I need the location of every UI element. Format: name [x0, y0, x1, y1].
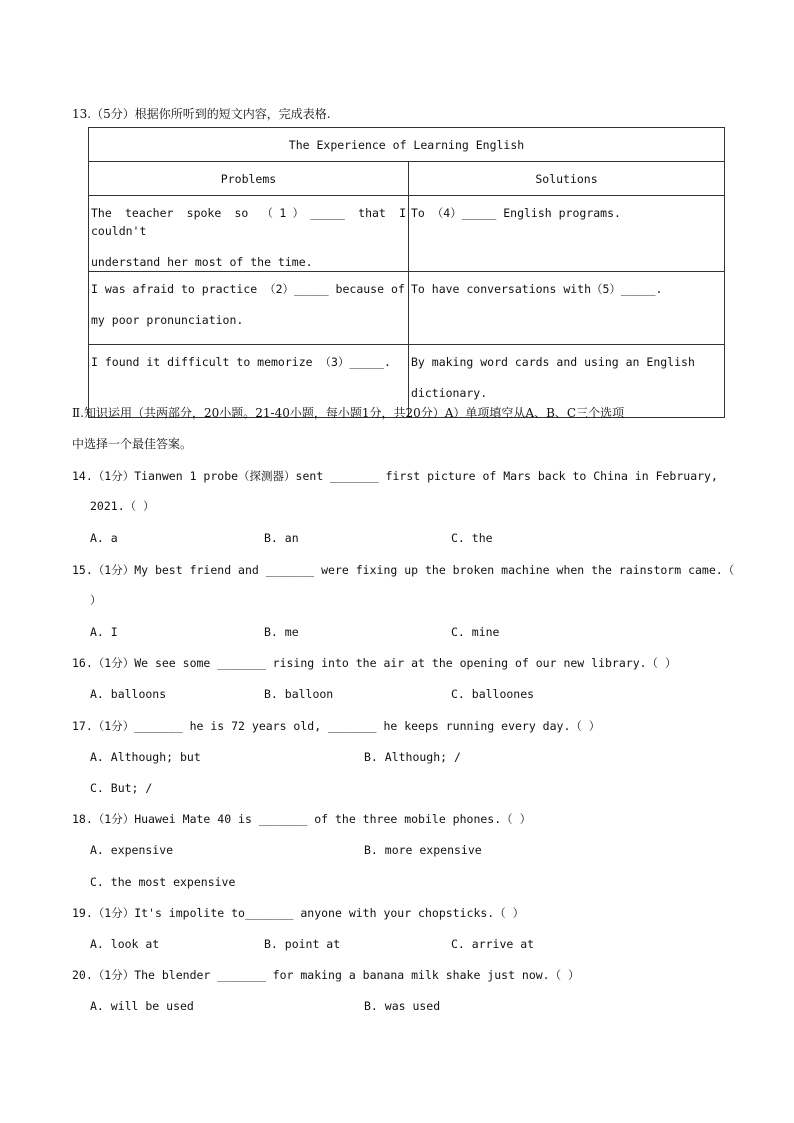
question-14-stem-cont: 2021.（ ） — [90, 499, 155, 513]
question-18-option-c[interactable]: C. the most expensive — [90, 875, 236, 889]
question-19-option-b[interactable]: B. point at — [264, 937, 341, 951]
table-row — [89, 272, 725, 345]
question-15-option-c[interactable]: C. mine — [451, 625, 500, 639]
column-header-solutions: Solutions — [409, 162, 725, 196]
question-16-option-c[interactable]: C. balloones — [451, 687, 535, 701]
table-row — [89, 196, 725, 272]
question-15-stem-cont: ） — [90, 593, 102, 607]
question-19-option-a[interactable]: A. look at — [90, 937, 160, 951]
question-17-option-c[interactable]: C. But; / — [90, 781, 153, 795]
experience-table — [88, 127, 725, 418]
question-18-option-b[interactable]: B. more expensive — [364, 843, 482, 857]
question-15-stem: 15.（1分）My best friend and _______ were fixing up the broken machine when the rainstorm came.（ — [72, 563, 735, 577]
question-19-stem: 19.（1分）It's impolite to_______ anyone with your chopsticks.（ ） — [72, 906, 525, 920]
question-16-stem: 16.（1分）We see some _______ rising into the air at the opening of our new library.（ ） — [72, 656, 677, 670]
question-14-stem: 14.（1分）Tianwen 1 probe（探测器）sent _______ first picture of Mars back to China in February, — [72, 469, 718, 483]
question-15-option-a[interactable]: A. I — [90, 625, 118, 639]
question-13-header: 13.（5分）根据你所听到的短文内容，完成表格. — [72, 107, 331, 121]
problem-cell: I was afraid to practice （2）_____ because of my poor pronunciation. — [89, 272, 409, 345]
question-17-stem: 17.（1分）_______ he is 72 years old, _______ he keeps running every day.（ ） — [72, 719, 601, 733]
question-18-option-a[interactable]: A. expensive — [90, 843, 174, 857]
question-14-option-c[interactable]: C. the — [451, 531, 493, 545]
question-16-option-a[interactable]: A. balloons — [90, 687, 167, 701]
question-14-option-a[interactable]: A. a — [90, 531, 118, 545]
problem-cell: The teacher spoke so （1）_____ that I couldn't understand her most of the time. — [89, 196, 409, 272]
solution-cell: To have conversations with（5）_____. — [409, 272, 725, 345]
question-20-option-b[interactable]: B. was used — [364, 999, 441, 1013]
question-18-stem: 18.（1分）Huawei Mate 40 is _______ of the three mobile phones.（ ） — [72, 812, 532, 826]
question-16-option-b[interactable]: B. balloon — [264, 687, 334, 701]
question-15-option-b[interactable]: B. me — [264, 625, 299, 639]
solution-cell: By making word cards and using an English dictionary. — [409, 345, 725, 418]
question-17-option-a[interactable]: A. Although; but — [90, 750, 201, 764]
section-2-heading-cont: 中选择一个最佳答案。 — [72, 437, 193, 451]
problem-cell: I found it difficult to memorize （3）_____. — [89, 345, 409, 418]
table-title: The Experience of Learning English — [89, 128, 725, 162]
solution-cell: To （4）_____ English programs. — [409, 196, 725, 272]
question-20-stem: 20.（1分）The blender _______ for making a banana milk shake just now.（ ） — [72, 968, 580, 982]
question-17-option-b[interactable]: B. Although; / — [364, 750, 461, 764]
question-14-option-b[interactable]: B. an — [264, 531, 299, 545]
section-2-heading: Ⅱ.知识运用（共两部分，20小题。21-40小题，每小题1分，共20分）A）单项填空从A、B、C三个选项 — [72, 406, 625, 420]
question-20-option-a[interactable]: A. will be used — [90, 999, 194, 1013]
question-19-option-c[interactable]: C. arrive at — [451, 937, 535, 951]
column-header-problems: Problems — [89, 162, 409, 196]
